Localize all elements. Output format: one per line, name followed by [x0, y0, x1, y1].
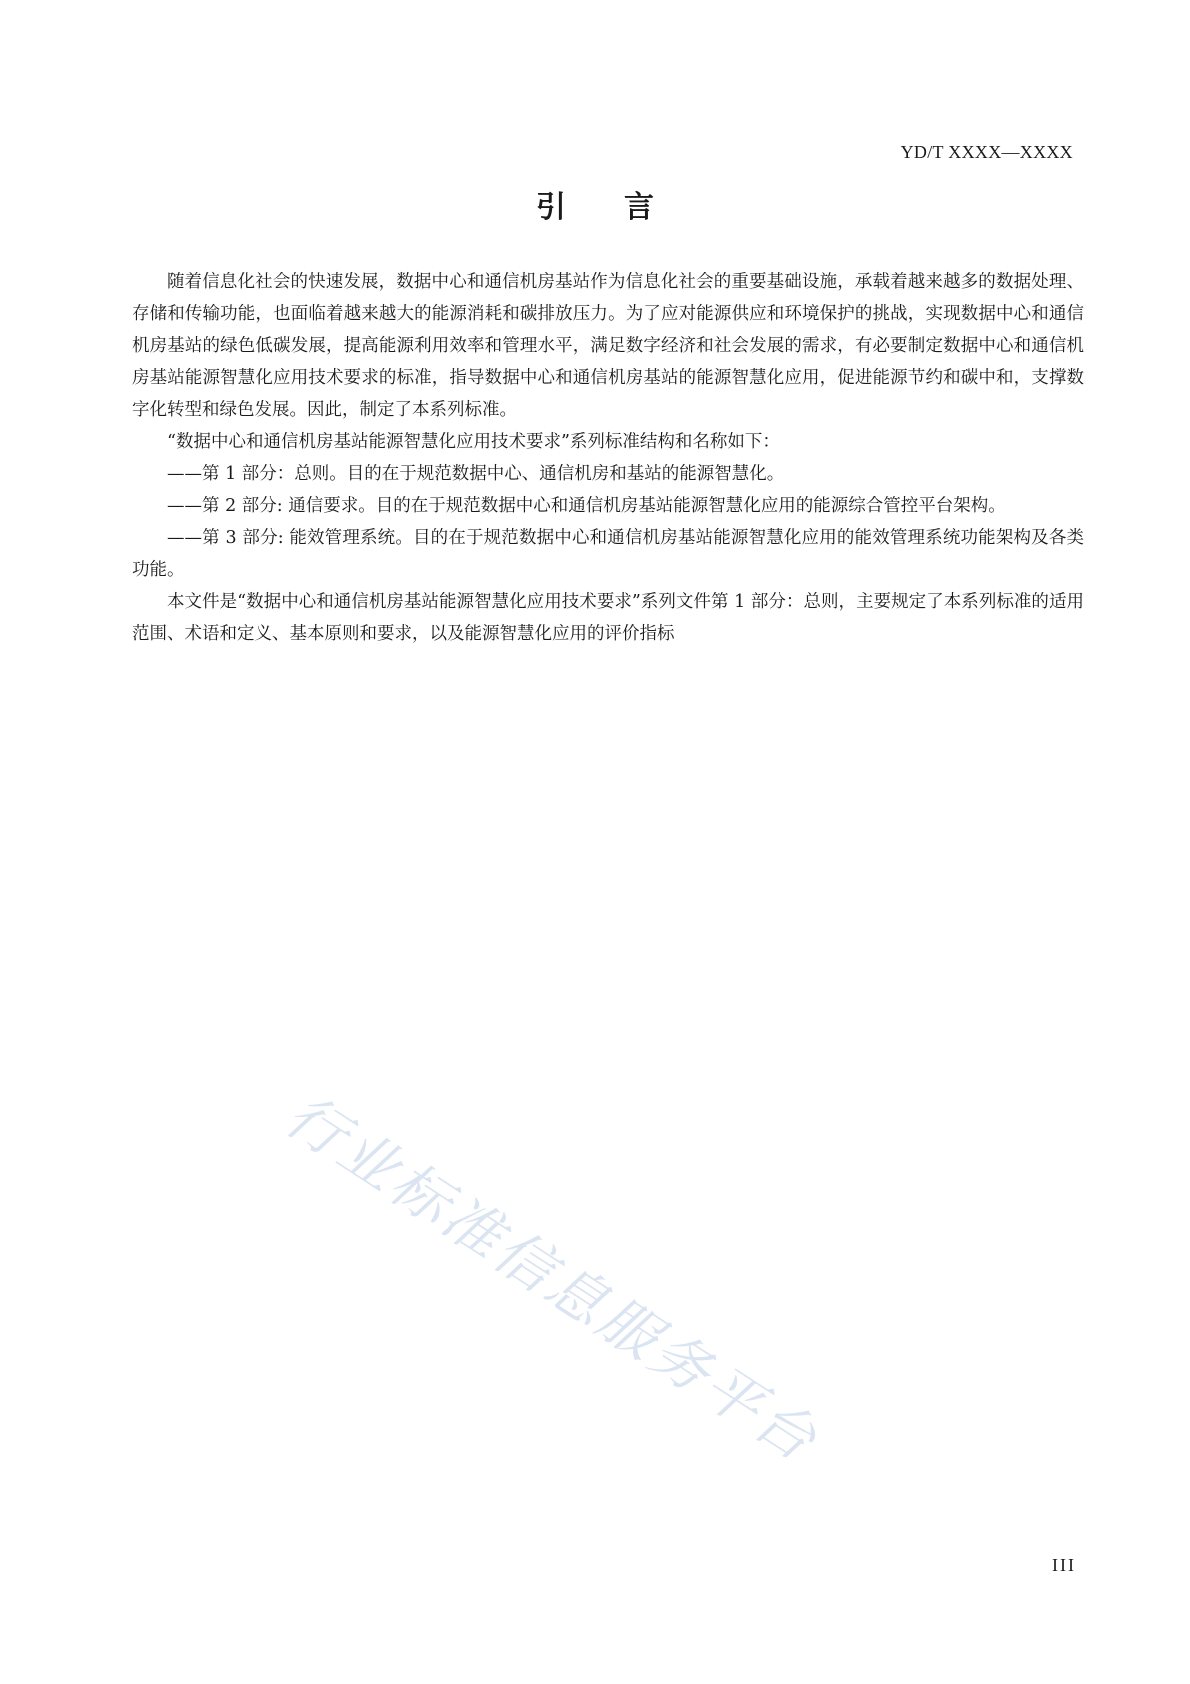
paragraph-this-document: 本文件是“数据中心和通信机房基站能源智慧化应用技术要求”系列文件第 1 部分：总则，主要规定了本系列标准的适用范围、术语和定义、基本原则和要求，以及能源智慧化应用的评价指标 — [132, 592, 1084, 644]
watermark: 行业标准信息服务平台 — [273, 1080, 831, 1476]
document-code: YD/T XXXX—XXXX — [900, 142, 1073, 162]
list-item-part-1: ——第 1 部分：总则。目的在于规范数据中心、通信机房和基站的能源智慧化。 — [167, 464, 785, 484]
list-item-part-3: ——第 3 部分: 能效管理系统。目的在于规范数据中心和通信机房基站能源智慧化应用的能效管理系统功能架构及各类功能。 — [132, 528, 1084, 580]
page-number: III — [1052, 1555, 1076, 1575]
paragraph-series-structure: “数据中心和通信机房基站能源智慧化应用技术要求”系列标准结构和名称如下： — [167, 432, 780, 452]
body-text — [132, 266, 1084, 650]
section-title: 引言 — [536, 190, 712, 225]
list-item-part-2: ——第 2 部分: 通信要求。目的在于规范数据中心和通信机房基站能源智慧化应用的能源综合管控平台架构。 — [167, 496, 1006, 516]
paragraph-intro: 随着信息化社会的快速发展，数据中心和通信机房基站作为信息化社会的重要基础设施，承载着越来越多的数据处理、存储和传输功能，也面临着越来越大的能源消耗和碳排放压力。为了应对能源供应和环境保护的挑战，实现数据中心和通信机房基站的绿色低碳发展，提高能源利用效率和管理水平，满足数字经济和社会发展的需求，有必要制定数据中心和通信机房基站能源智慧化应用技术要求的标准，指导数据中心和通信机房基站的能源智慧化应用，促进能源节约和碳中和，支撑数字化转型和绿色发展。因此，制定了本系列标准。 — [132, 272, 1084, 420]
